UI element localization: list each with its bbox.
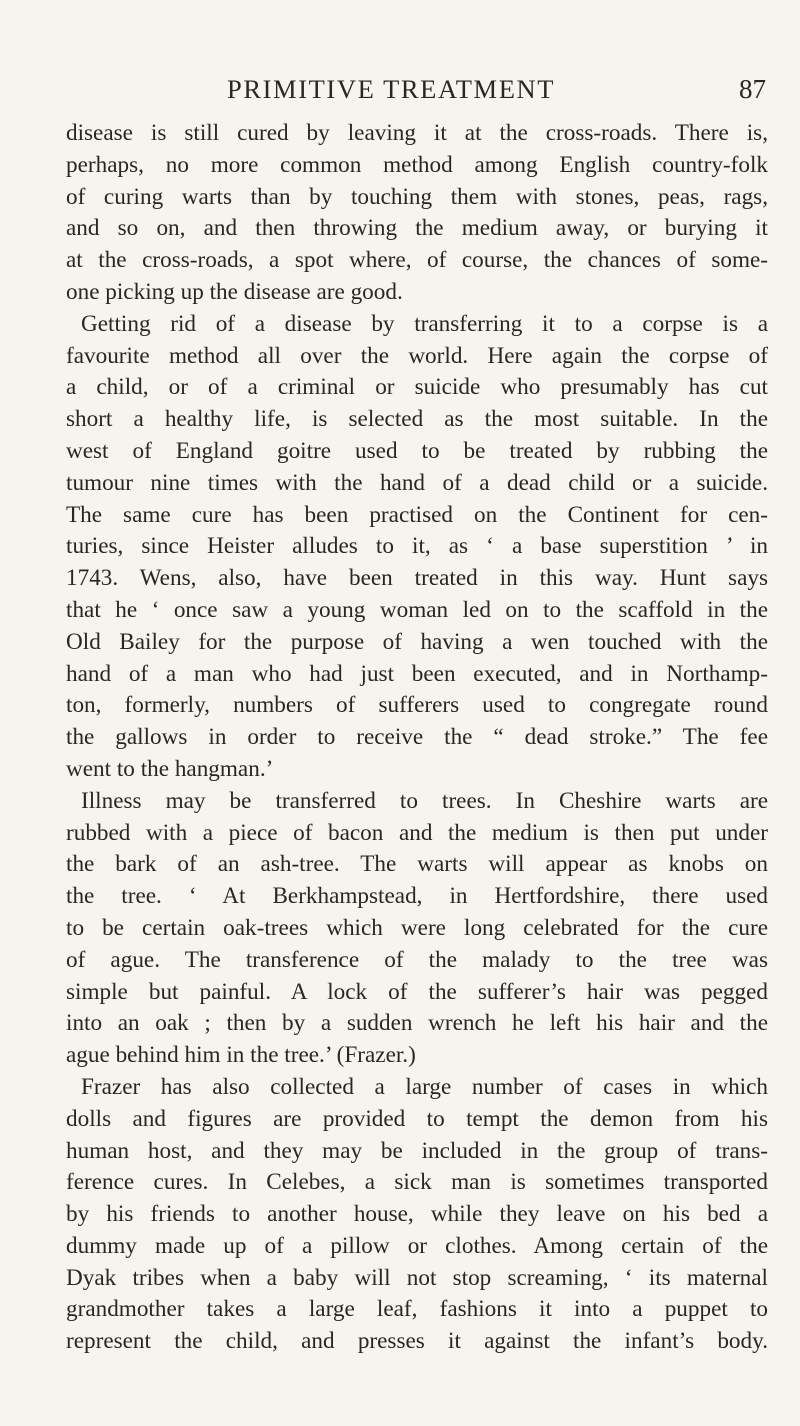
text-line: and so on, and then throwing the medium away, or burying it xyxy=(66,215,768,242)
body-text xyxy=(66,118,768,1358)
text-line: at the cross-roads, a spot where, of course, the chances of some- xyxy=(66,247,768,274)
text-line: perhaps, no more common method among English country-folk xyxy=(66,151,768,178)
text-line: tumour nine times with the hand of a dead child or a suicide. xyxy=(66,469,768,496)
text-line: ton, formerly, numbers of sufferers used to congregate round xyxy=(66,692,768,719)
text-line: that he ‘ once saw a young woman led on to the scaffold in the xyxy=(66,596,768,623)
text-line: Dyak tribes when a baby will not stop screaming, ‘ its maternal xyxy=(66,1264,768,1291)
text-line: simple but painful. A lock of the sufferer’s hair was pegged xyxy=(66,978,768,1005)
text-line: the tree. ‘ At Berkhampstead, in Hertfordshire, there used xyxy=(66,883,768,910)
text-line: short a healthy life, is selected as the most suitable. In the xyxy=(66,406,768,433)
text-line: a child, or of a criminal or suicide who presumably has cut xyxy=(66,374,768,401)
text-line: The same cure has been practised on the Continent for cen- xyxy=(66,501,768,528)
text-line: to be certain oak-trees which were long celebrated for the cure xyxy=(66,914,768,941)
text-line: human host, and they may be included in the group of trans- xyxy=(66,1137,768,1164)
text-line: of ague. The transference of the malady to the tree was xyxy=(66,946,768,973)
text-line: turies, since Heister alludes to it, as ‘ a base superstition ’ in xyxy=(66,533,768,560)
text-line: of curing warts than by touching them with stones, peas, rags, xyxy=(66,183,768,210)
text-line: rubbed with a piece of bacon and the medium is then put under xyxy=(66,819,768,846)
running-title: PRIMITIVE TREATMENT xyxy=(227,74,556,104)
text-line: the bark of an ash-tree. The warts will appear as knobs on xyxy=(66,851,768,878)
text-line: one picking up the disease are good. xyxy=(66,278,403,305)
text-line: by his friends to another house, while they leave on his bed a xyxy=(66,1201,768,1228)
text-line: the gallows in order to receive the “ dead stroke.” The fee xyxy=(66,724,768,751)
text-line: ference cures. In Celebes, a sick man is sometimes transported xyxy=(66,1169,768,1196)
text-line: went to the hangman.’ xyxy=(66,755,274,782)
text-line: 1743. Wens, also, have been treated in this way. Hunt says xyxy=(66,565,768,592)
text-line: into an oak ; then by a sudden wrench he left his hair and the xyxy=(66,1010,768,1037)
text-line: dummy made up of a pillow or clothes. Among certain of the xyxy=(66,1232,768,1259)
paragraph-start-line: Getting rid of a disease by transferring it to a corpse is a xyxy=(81,310,768,337)
page-number: 87 xyxy=(739,74,766,104)
paragraph-start-line: Frazer has also collected a large number of cases in which xyxy=(81,1073,768,1100)
running-head xyxy=(66,74,766,114)
text-line: hand of a man who had just been executed, and in Northamp- xyxy=(66,660,768,687)
text-line: disease is still cured by leaving it at the cross-roads. There is, xyxy=(66,120,768,146)
text-line: favourite method all over the world. Here again the corpse of xyxy=(66,342,768,369)
text-line: west of England goitre used to be treated by rubbing the xyxy=(66,437,768,464)
text-line: ague behind him in the tree.’ (Frazer.) xyxy=(66,1042,416,1069)
text-line: dolls and figures are provided to tempt the demon from his xyxy=(66,1105,768,1132)
paragraph-start-line: Illness may be transferred to trees. In Cheshire warts are xyxy=(81,787,768,814)
text-line: Old Bailey for the purpose of having a wen touched with the xyxy=(66,628,768,655)
text-line: represent the child, and presses it against the infant’s body. xyxy=(66,1328,768,1355)
text-line: grandmother takes a large leaf, fashions it into a puppet to xyxy=(66,1296,768,1323)
